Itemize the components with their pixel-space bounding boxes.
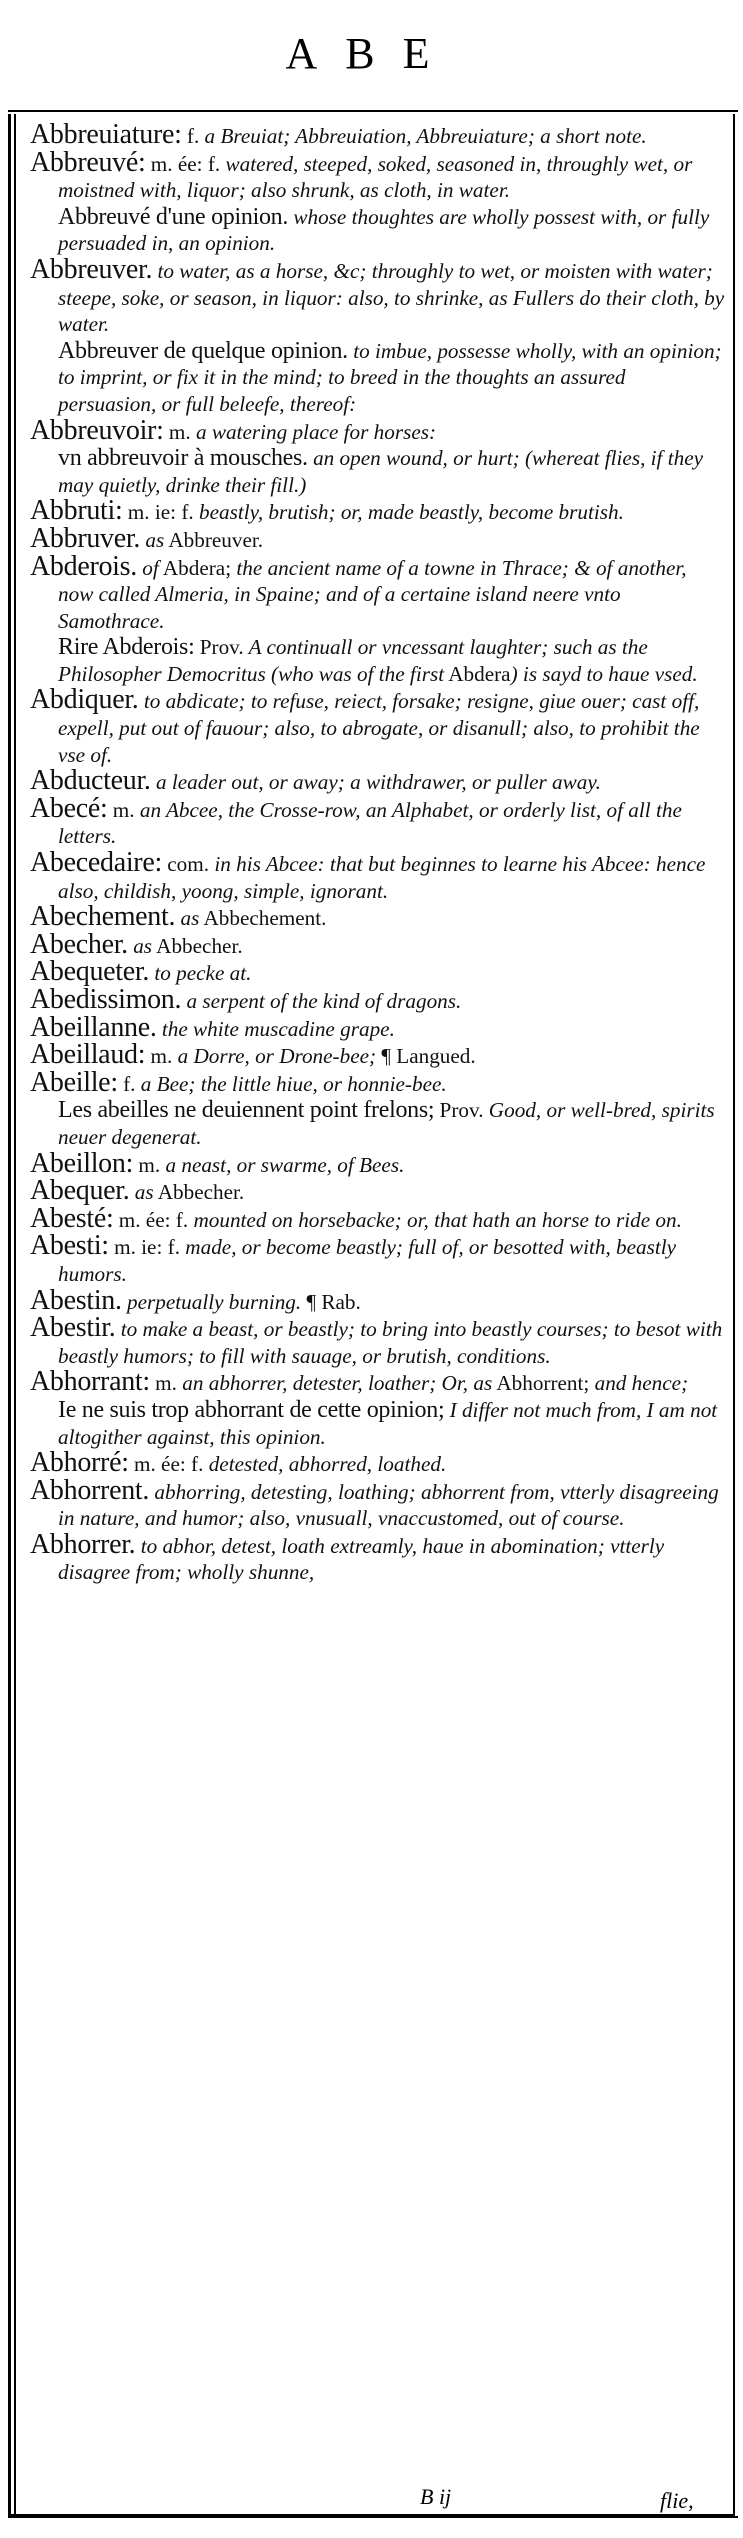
part-of-speech: Prov.	[194, 635, 244, 660]
headword: Abeille:	[30, 1066, 118, 1098]
page-header: ABE	[285, 29, 458, 78]
dictionary-entry	[30, 1528, 726, 1586]
cross-reference: Abbecher.	[153, 1180, 245, 1205]
headword: Abhorré:	[30, 1447, 129, 1479]
gloss: to abhor, detest, loath extreamly, haue in abomination; vtterly disagree from; wholly shunne,	[58, 1533, 665, 1585]
gloss: a watering place for horses:	[190, 419, 437, 444]
headword: Abesté:	[30, 1202, 114, 1234]
headword: vn abbreuvoir à mousches.	[58, 445, 308, 472]
frame-inner-rule	[14, 114, 16, 2514]
dictionary-entry	[30, 684, 726, 768]
part-of-speech: m.	[163, 419, 191, 444]
gloss-continued: the ancient name of a towne in Thrace; & of another, now called Almeria, in Spaine; and of a certaine island neere vnto Samothrace.	[58, 555, 687, 633]
dictionary-entry	[30, 1366, 726, 1398]
dictionary-entry	[30, 984, 726, 1015]
gloss: A continuall or vncessant laughter; such as the Philosopher Democritus (who was of the first	[58, 635, 648, 686]
headword: Rire Abderois:	[58, 634, 195, 661]
headword: Abbreuvé d'une opinion.	[58, 203, 289, 230]
dictionary-entry	[30, 522, 726, 554]
dictionary-entry	[30, 956, 726, 988]
cross-reference: Abbecher.	[152, 933, 243, 958]
part-of-speech: m. ie: f.	[108, 1235, 180, 1260]
headword: Abbruver.	[30, 522, 141, 554]
signature-mark: B ij	[420, 2484, 452, 2509]
gloss: an Abcee, the Crosse-row, an Alphabet, or orderly list, of all the letters.	[58, 797, 682, 849]
dictionary-entry	[30, 1011, 726, 1043]
gloss: abhorring, detesting, loathing; abhorrent from, vtterly disagreeing in nature, and humor; also, vnusuall, vnaccustomed, out of course.	[58, 1479, 719, 1531]
part-of-speech: m. ée: f.	[145, 151, 221, 176]
headword: Ie ne suis trop abhorrant de cette opinion;	[58, 1396, 445, 1423]
dictionary-entry	[30, 414, 726, 446]
part-of-speech: m. ée: f.	[128, 1452, 204, 1477]
gloss: beastly, brutish; or, made beastly, become brutish.	[193, 500, 624, 525]
dictionary-entry	[30, 765, 726, 797]
gloss: of	[136, 555, 159, 580]
headword: Les abeilles ne deuiennent point frelons;	[58, 1097, 435, 1124]
headword: Abestir.	[30, 1312, 116, 1344]
gloss: a Dorre, or Drone-bee;	[172, 1044, 377, 1069]
dictionary-entry	[30, 1175, 726, 1207]
part-of-speech: com.	[161, 852, 210, 877]
headword: Abhorrant:	[30, 1366, 150, 1398]
headword: Abbreuvé:	[30, 146, 146, 178]
dictionary-entry	[30, 119, 726, 150]
gloss: an abhorrer, detester, loather; Or, as	[176, 1371, 493, 1396]
part-of-speech: f.	[117, 1071, 136, 1096]
cross-reference: ¶ Rab.	[301, 1289, 361, 1314]
gloss: watered, steeped, soked, seasoned in, throughly wet, or moistned with, liquor; also shrunk, as cloth, in water.	[58, 151, 693, 203]
part-of-speech: f.	[181, 124, 200, 148]
cross-reference: Abhorrent;	[492, 1371, 590, 1396]
dictionary-entry	[30, 1230, 726, 1287]
gloss: a leader out, or away; a withdrawer, or puller away.	[150, 770, 601, 795]
gloss: a serpent of the kind of dragons.	[181, 989, 462, 1013]
part-of-speech: m. ée: f.	[113, 1207, 189, 1232]
gloss: mounted on horsebacke; or, that hath an horse to ride on.	[188, 1207, 682, 1232]
part-of-speech: m.	[107, 797, 135, 822]
part-of-speech: Prov.	[434, 1098, 484, 1123]
dictionary-entry	[30, 1147, 726, 1179]
headword: Abequer.	[30, 1175, 130, 1207]
headword: Abeillon:	[30, 1147, 134, 1179]
headword: Abbreuvoir:	[30, 414, 164, 446]
headword: Abbruti:	[30, 495, 123, 527]
gloss: perpetually burning.	[121, 1289, 302, 1314]
gloss: as	[127, 933, 153, 958]
cross-reference: ¶ Langued.	[376, 1044, 476, 1069]
sub-entry	[30, 1397, 726, 1450]
gloss: as	[140, 527, 165, 552]
part-of-speech: m. ie: f.	[122, 500, 194, 525]
gloss: a Bee; the little hiue, or honnie-bee.	[135, 1071, 447, 1096]
sub-entry	[30, 445, 726, 498]
headword: Abhorrer.	[30, 1528, 136, 1560]
dictionary-entry	[30, 495, 726, 527]
dictionary-entry	[30, 1312, 726, 1369]
gloss: made, or become beastly; full of, or besotted with, beastly humors.	[58, 1235, 677, 1286]
dictionary-entry	[30, 847, 726, 904]
headword: Abbreuiature:	[30, 119, 182, 150]
gloss: to abdicate; to refuse, reiect, forsake; resigne, giue ouer; cast off, expell, put out of fauour; also, to abrogate, or disanull; also, to prohibit the vse of.	[58, 689, 700, 767]
gloss: in his Abcee: that but beginnes to learne his Abcee: hence also, childish, yoong, simple, ignorant.	[58, 852, 706, 903]
part-of-speech: m.	[133, 1152, 161, 1177]
dictionary-entry	[30, 550, 726, 635]
gloss: to pecke at.	[149, 961, 252, 986]
headword: Abdiquer.	[30, 684, 139, 716]
headword: Abesti:	[30, 1230, 109, 1262]
dictionary-entry	[30, 1284, 726, 1316]
gloss: a Breuiat; Abbreuiation, Abbreuiature; a short note.	[199, 124, 647, 148]
headword: Abestin.	[30, 1284, 122, 1316]
headword: Abhorrent.	[30, 1474, 150, 1506]
gloss: I differ not much from, I am not altogither against, this opinion.	[58, 1397, 718, 1449]
headword: Abeillanne.	[30, 1011, 157, 1043]
entries-column	[30, 119, 726, 1586]
part-of-speech: m.	[149, 1371, 177, 1396]
sub-entry	[30, 1097, 726, 1150]
cross-reference: Abbechement.	[199, 906, 327, 931]
gloss: a neast, or swarme, of Bees.	[160, 1152, 405, 1177]
headword: Abecher.	[30, 928, 128, 960]
headword: Abecedaire:	[30, 847, 162, 879]
gloss: to make a beast, or beastly; to bring into beastly courses; to besot with beastly humors; to fill with sauage, or brutish, conditions.	[58, 1317, 723, 1368]
dictionary-entry	[30, 1066, 726, 1098]
gloss: whose thoughtes are wholly possest with, or fully persuaded in, an opinion.	[58, 204, 710, 256]
gloss: to imbue, possesse wholly, with an opinion; to imprint, or fix it in the mind; to breed in the thoughts an assured persuasion, or full beleefe, thereof:	[58, 338, 722, 416]
gloss-continued: ) is sayd to haue vsed.	[510, 661, 698, 686]
dictionary-entry	[30, 146, 726, 204]
gloss: the white muscadine grape.	[156, 1016, 395, 1041]
dictionary-entry	[30, 928, 726, 960]
cross-reference: Abdera	[444, 661, 511, 686]
gloss: Good, or well-bred, spirits neuer degenerat.	[58, 1098, 715, 1149]
gloss: an open wound, or hurt; (whereat flies, if they may quietly, drinke their fill.)	[58, 446, 704, 497]
dictionary-entry	[30, 901, 726, 933]
gloss-continued: and hence;	[589, 1371, 689, 1396]
headword: Abechement.	[30, 901, 176, 933]
cross-reference: Abbreuver.	[164, 527, 264, 552]
gloss: as	[175, 906, 200, 931]
headword: Abbreuver de quelque opinion.	[58, 337, 348, 364]
headword: Abequeter.	[30, 956, 150, 988]
dictionary-entry	[30, 1202, 726, 1234]
headword: Abducteur.	[30, 765, 151, 797]
headword: Abbreuver.	[30, 253, 153, 285]
dictionary-entry	[30, 253, 726, 338]
catchword: flie,	[660, 2488, 694, 2513]
headword: Abderois.	[30, 550, 137, 582]
cross-reference: Abdera;	[158, 555, 232, 580]
part-of-speech: m.	[145, 1044, 173, 1069]
headword: Abeillaud:	[30, 1039, 146, 1071]
gloss: to water, as a horse, &c; throughly to wet, or moisten with water; steepe, soke, or season, in liquor: also, to shrinke, as Fullers do their cloth, by water.	[58, 258, 725, 337]
dictionary-entry	[30, 1447, 726, 1479]
sub-entry	[30, 634, 726, 687]
gloss: as	[129, 1180, 154, 1205]
header-rule	[8, 110, 738, 112]
dictionary-entry	[30, 1474, 726, 1532]
sub-entry	[30, 338, 726, 418]
headword: Abedissimon.	[30, 984, 182, 1015]
footer-rule	[8, 2516, 738, 2518]
headword: Abecé:	[30, 792, 108, 824]
gloss: detested, abhorred, loathed.	[203, 1452, 447, 1477]
dictionary-entry	[30, 1039, 726, 1071]
sub-entry	[30, 204, 726, 257]
dictionary-entry	[30, 792, 726, 850]
